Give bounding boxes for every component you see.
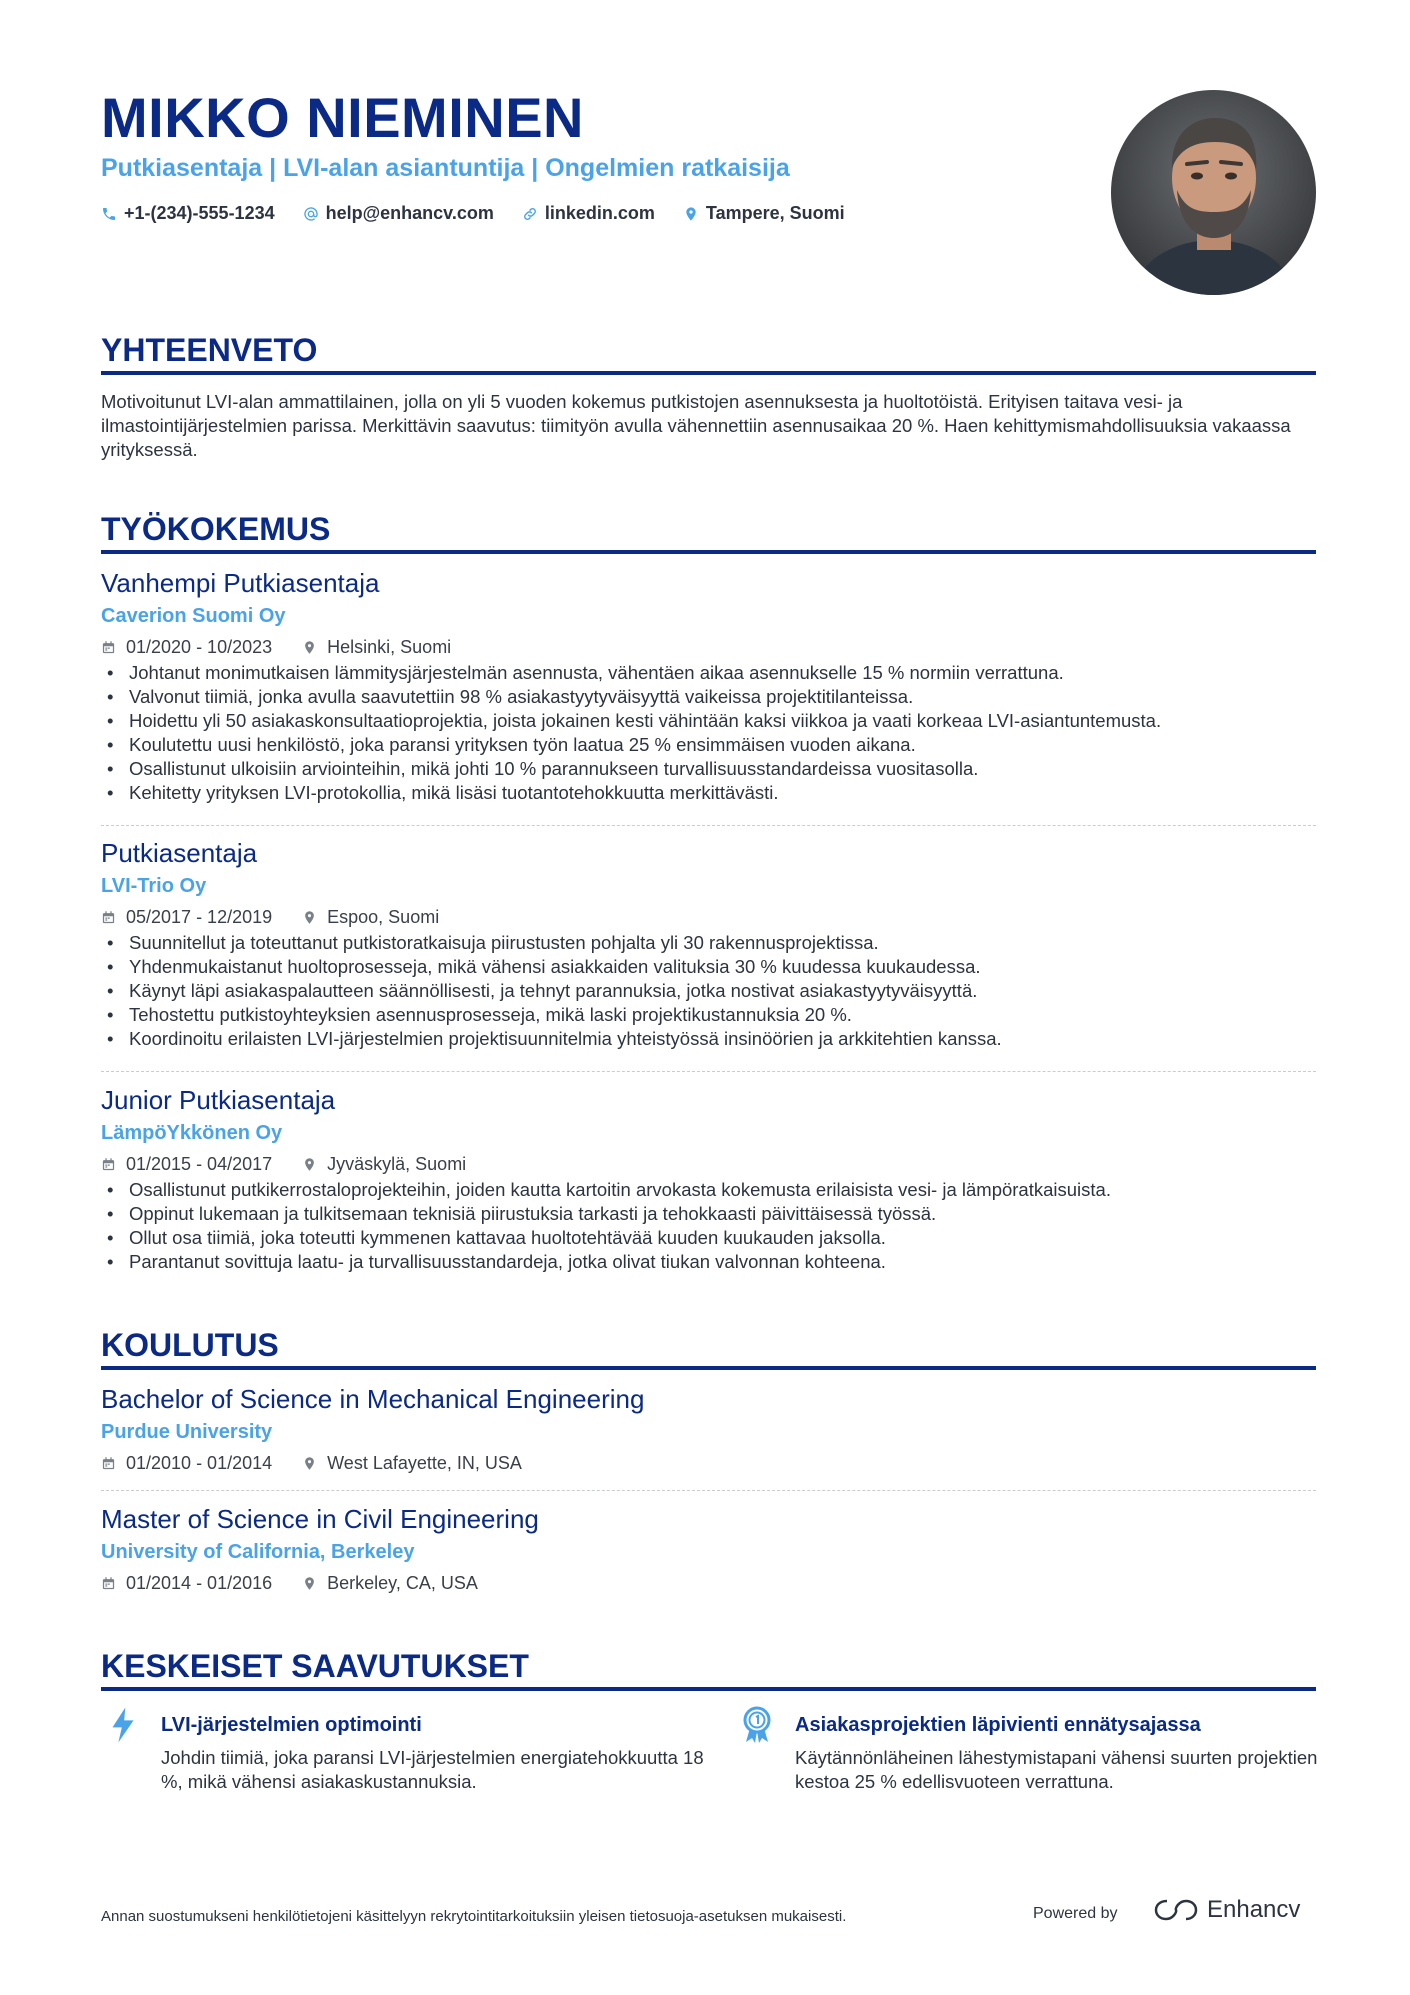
job-title: Putkiasentaja — [101, 838, 258, 868]
achievement-description: Johdin tiimiä, joka paransi LVI-järjestelmien energiatehokkuutta 18 %, mikä vähensi asiakaskustannuksia. — [161, 1747, 704, 1792]
location-pin-icon — [683, 206, 699, 222]
calendar-icon — [101, 910, 116, 925]
calendar-icon — [101, 640, 116, 655]
job-bullet: • Valvonut tiimiä, jonka avulla saavutettiin 98 % asiakastyytyväisyyttä vaikeissa projektitilanteissa. — [129, 685, 1316, 709]
contact-phone[interactable] — [101, 203, 275, 224]
education-location — [302, 1571, 478, 1595]
job-bullet: • Koordinoitu erilaisten LVI-järjestelmien projektisuunnitelmia yhteistyössä insinöörien ja arkkitehtien kanssa. — [129, 1027, 1316, 1051]
education-entry — [101, 1503, 1316, 1597]
enhancv-logo-icon — [1153, 1897, 1199, 1923]
job-bullet: • Yhdenmukaistanut huoltoprosesseja, mikä vähensi asiakkaiden valituksia 30 % kuudessa kuukaudessa. — [129, 955, 1316, 979]
education-dates: 01/2014 - 01/2016 — [126, 1573, 273, 1593]
link-icon — [522, 206, 538, 222]
profile-photo — [1111, 90, 1316, 295]
job-location — [302, 1152, 466, 1176]
job-bullet: • Osallistunut ulkoisiin arviointeihin, mikä johti 10 % parannukseen turvallisuusstandardeissa vuositasolla. — [129, 757, 1316, 781]
job-bullet: • Ollut osa tiimiä, joka toteutti kymmenen kattavaa huoltotehtävää kuuden kuukauden jaksolla. — [129, 1226, 1316, 1250]
job-dates: 01/2015 - 04/2017 — [126, 1154, 273, 1174]
phone-icon — [101, 206, 117, 222]
job-dates: 01/2020 - 10/2023 — [126, 637, 273, 657]
job-bullets — [101, 931, 1316, 1051]
job-meta — [101, 903, 1316, 931]
job-bullet: • Tehostettu putkistoyhteyksien asennusprosesseja, mikä laski projektikustannuksia 20 %. — [129, 1003, 1316, 1027]
job-company: LämpöYkkönen Oy — [101, 1122, 283, 1144]
job-location-text: Helsinki, Suomi — [327, 637, 452, 657]
education-meta — [101, 1449, 1316, 1477]
education-location — [302, 1451, 522, 1475]
location-pin-icon — [302, 1456, 317, 1471]
location-pin-icon — [302, 640, 317, 655]
job-location-text: Espoo, Suomi — [327, 907, 440, 927]
job-bullet: • Parantanut sovittuja laatu- ja turvallisuusstandardeja, jotka olivat tiukan valvonnan kohteena. — [129, 1250, 1316, 1274]
portrait-image — [1111, 90, 1316, 295]
job-bullet: • Koulutettu uusi henkilöstö, joka paransi yrityksen työn laatua 25 % ensimmäisen vuoden aikana. — [129, 733, 1316, 757]
location-pin-icon — [302, 1576, 317, 1591]
education-entry — [101, 1383, 1316, 1477]
contact-email[interactable] — [303, 203, 494, 224]
linkedin-text: linkedin.com — [544, 203, 655, 223]
phone-text: +1-(234)-555-1234 — [124, 203, 275, 223]
job-entry — [101, 837, 1316, 1051]
degree-title: Master of Science in Civil Engineering — [101, 1504, 539, 1534]
job-location-text: Jyväskylä, Suomi — [327, 1154, 467, 1174]
education-meta — [101, 1569, 1316, 1597]
school-name: University of California, Berkeley — [101, 1541, 415, 1563]
achievement-item — [161, 1712, 721, 1794]
headline: Putkiasentaja | LVI-alan asiantuntija | Ongelmien ratkaisija — [101, 154, 790, 182]
section-title-achievements: KESKEISET SAAVUTUKSET — [101, 1648, 529, 1684]
contact-location — [683, 203, 845, 224]
section-rule — [101, 371, 1316, 375]
education-location-text: Berkeley, CA, USA — [327, 1573, 478, 1593]
powered-by-label: Powered by — [1033, 1905, 1118, 1922]
job-bullet: • Johtanut monimutkaisen lämmitysjärjestelmän asennusta, vähentäen aikaa asennukselle 15 % normiin verrattuna. — [129, 661, 1316, 685]
at-icon — [303, 206, 319, 222]
education-dates: 01/2010 - 01/2014 — [126, 1453, 273, 1473]
section-title-experience: TYÖKOKEMUS — [101, 511, 331, 547]
section-rule — [101, 550, 1316, 554]
lightning-icon — [109, 1706, 137, 1744]
location-pin-icon — [302, 910, 317, 925]
job-location — [302, 905, 439, 929]
gdpr-consent-note: Annan suostumukseni henkilötietojeni käsittelyyn rekrytointitarkoituksiin yleisen tietosuoja-asetuksen mukaisesti. — [101, 1908, 847, 1925]
achievement-title: Asiakasprojektien läpivienti ennätysajassa — [795, 1714, 1201, 1736]
school-name: Purdue University — [101, 1421, 273, 1443]
job-bullet: • Suunnitellut ja toteuttanut putkistoratkaisuja piirustusten pohjalta yli 30 rakennusprojektissa. — [129, 931, 1316, 955]
award-ribbon-icon — [741, 1706, 773, 1744]
job-bullet: • Hoidettu yli 50 asiakaskonsultaatioprojektia, joista jokainen kesti vähintään kaksi viikkoa ja vaati korkeaa LVI-asiantuntemusta. — [129, 709, 1316, 733]
job-dates: 05/2017 - 12/2019 — [126, 907, 273, 927]
job-company: Caverion Suomi Oy — [101, 605, 286, 627]
job-entry — [101, 1084, 1316, 1274]
enhancv-logo[interactable] — [1153, 1896, 1300, 1924]
enhancv-logo-text: Enhancv — [1207, 1896, 1301, 1923]
section-rule — [101, 1366, 1316, 1370]
job-bullet: • Käynyt läpi asiakaspalautteen säännöllisesti, ja tehnyt parannuksia, jotka nostivat asiakastyytyväisyyttä. — [129, 979, 1316, 1003]
calendar-icon — [101, 1456, 116, 1471]
job-bullets — [101, 661, 1316, 805]
calendar-icon — [101, 1157, 116, 1172]
candidate-name: MIKKO NIEMINEN — [101, 86, 584, 149]
job-bullet: • Kehitetty yrityksen LVI-protokollia, mikä lisäsi tuotantotehokkuutta merkittävästi. — [129, 781, 1316, 805]
job-meta — [101, 633, 1316, 661]
education-location-text: West Lafayette, IN, USA — [327, 1453, 522, 1473]
job-title: Junior Putkiasentaja — [101, 1085, 336, 1115]
entry-divider — [101, 825, 1316, 826]
achievement-title: LVI-järjestelmien optimointi — [161, 1714, 422, 1736]
job-entry — [101, 567, 1316, 805]
summary-text: Motivoitunut LVI-alan ammattilainen, jolla on yli 5 vuoden kokemus putkistojen asennuksesta ja huoltotöistä. Erityisen taitava vesi- ja ilmastointijärjestelmien parissa. Merkittävin saavutus: tiimityön avulla vähennettiin asennusaikaa 20 %. Haen kehittymismahdollisuuksia vakaassa yrityksessä. — [101, 391, 1291, 460]
location-pin-icon — [302, 1157, 317, 1172]
contact-linkedin[interactable] — [522, 203, 655, 224]
entry-divider — [101, 1490, 1316, 1491]
section-title-summary: YHTEENVETO — [101, 332, 318, 368]
job-bullets — [101, 1178, 1316, 1274]
location-text: Tampere, Suomi — [705, 203, 845, 223]
job-location — [302, 635, 451, 659]
section-title-education: KOULUTUS — [101, 1327, 279, 1363]
calendar-icon — [101, 1576, 116, 1591]
contact-row — [101, 203, 845, 224]
job-company: LVI-Trio Oy — [101, 875, 207, 897]
job-title: Vanhempi Putkiasentaja — [101, 568, 380, 598]
achievement-item — [795, 1712, 1355, 1794]
job-meta — [101, 1150, 1316, 1178]
entry-divider — [101, 1071, 1316, 1072]
section-rule — [101, 1687, 1316, 1691]
achievement-description: Käytännönläheinen lähestymistapani vähensi suurten projektien kestoa 25 % edellisvuoteen verrattuna. — [795, 1747, 1318, 1792]
email-text: help@enhancv.com — [325, 203, 494, 223]
job-bullet: • Osallistunut putkikerrostaloprojekteihin, joiden kautta kartoitin arvokasta kokemusta erilaisista vesi- ja lämpöratkaisuista. — [129, 1178, 1316, 1202]
job-bullet: • Oppinut lukemaan ja tulkitsemaan teknisiä piirustuksia tarkasti ja tehokkaasti päivittäisessä työssä. — [129, 1202, 1316, 1226]
degree-title: Bachelor of Science in Mechanical Engineering — [101, 1384, 645, 1414]
